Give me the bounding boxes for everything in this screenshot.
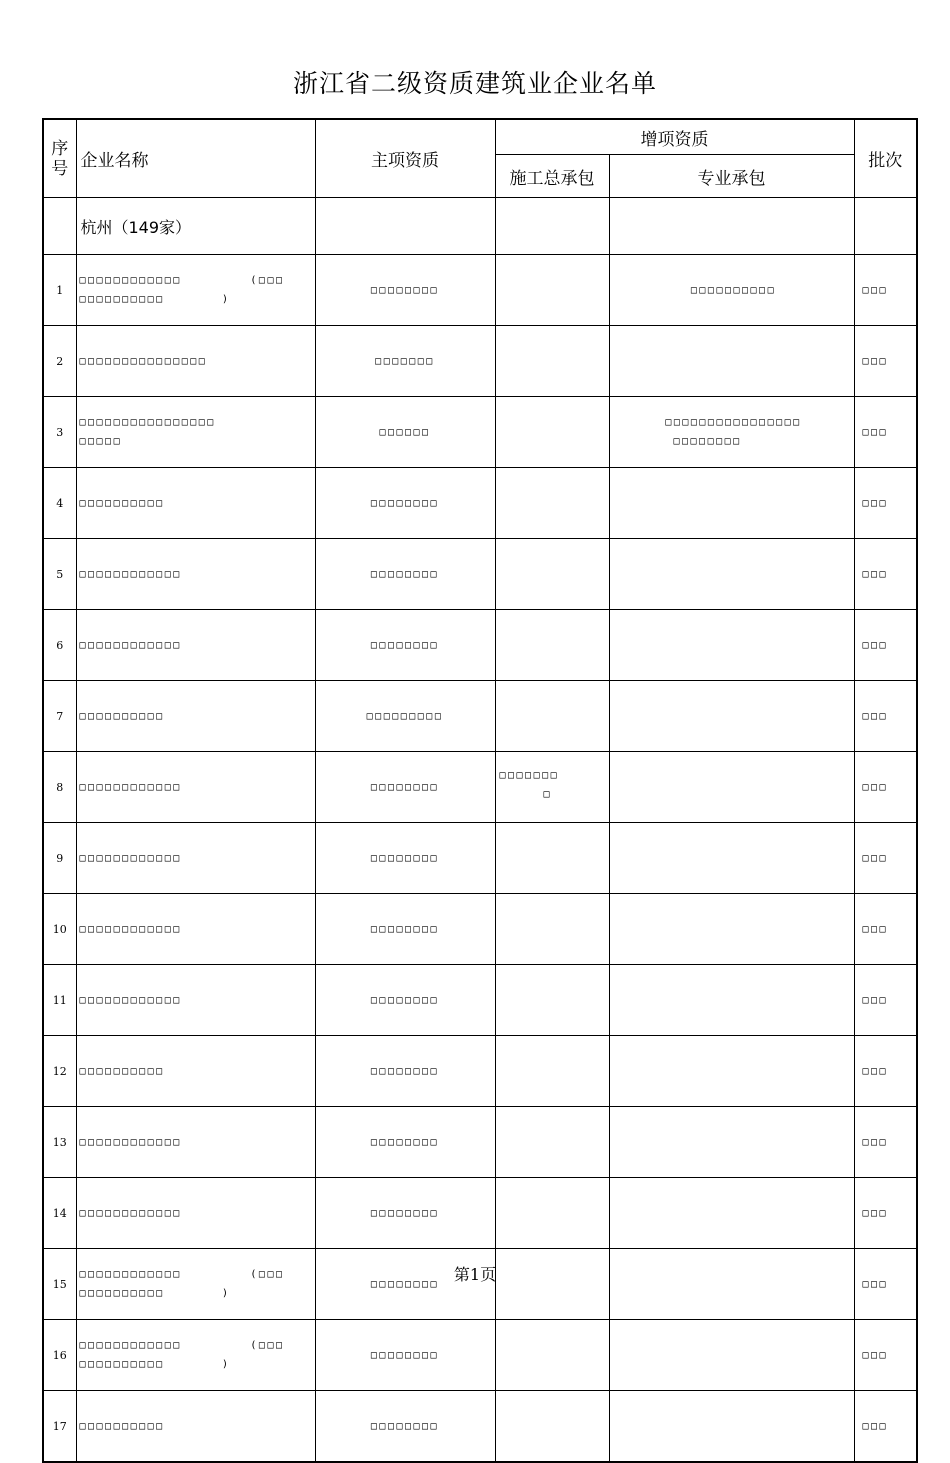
company-name-line1-suffix: (□□□ bbox=[250, 275, 285, 286]
company-name-line2: □□□□□□□□□□ bbox=[79, 1359, 165, 1370]
row-seq: 7 bbox=[43, 681, 76, 752]
company-name-line1: □□□□□□□□□□□□ bbox=[79, 568, 182, 580]
company-name-line1: □□□□□□□□□□□□ bbox=[79, 1340, 182, 1351]
company-name-line1: □□□□□□□□□□ bbox=[79, 1420, 165, 1432]
specialty-contract-cell bbox=[609, 397, 854, 468]
company-name-line1: □□□□□□□□□□□□ bbox=[79, 852, 182, 864]
batch-cell: □□□ bbox=[854, 1178, 917, 1249]
company-name-cell bbox=[76, 1391, 315, 1463]
company-name-line2-suffix: ) bbox=[221, 1359, 231, 1370]
specialty-contract-cell bbox=[609, 965, 854, 1036]
general-contract-cell bbox=[495, 397, 609, 468]
company-name-line1: □□□□□□□□□□□□ bbox=[79, 1269, 182, 1280]
header-add-qual: 增项资质 bbox=[495, 119, 854, 155]
company-name-line1: □□□□□□□□□□ bbox=[79, 497, 165, 509]
row-seq: 12 bbox=[43, 1036, 76, 1107]
main-qualification: □□□□□□□ bbox=[315, 326, 495, 397]
company-name-line1: □□□□□□□□□□□□ bbox=[79, 994, 182, 1006]
general-contract-cell bbox=[495, 752, 609, 823]
company-name-line2: □□□□□□□□□□ bbox=[79, 1288, 165, 1299]
row-seq: 14 bbox=[43, 1178, 76, 1249]
general-contract-cell bbox=[495, 326, 609, 397]
company-name-cell bbox=[76, 823, 315, 894]
region-name: 杭州（149家） bbox=[76, 198, 315, 255]
company-name-cell bbox=[76, 752, 315, 823]
company-name-line2: □□□□□□□□□□ bbox=[79, 294, 165, 305]
page-number: 第1页 bbox=[453, 1265, 497, 1284]
general-contract-cell bbox=[495, 610, 609, 681]
batch-cell: □□□ bbox=[854, 823, 917, 894]
company-name-line1-suffix: (□□□ bbox=[250, 1340, 285, 1351]
specialty-contract-cell bbox=[609, 1107, 854, 1178]
row-seq: 2 bbox=[43, 326, 76, 397]
batch-cell: □□□ bbox=[854, 1107, 917, 1178]
general-contract-cell bbox=[495, 1320, 609, 1391]
row-seq: 6 bbox=[43, 610, 76, 681]
company-name-line1: □□□□□□□□□□□□□□□ bbox=[79, 355, 208, 367]
table-row bbox=[43, 1178, 917, 1249]
company-name-cell bbox=[76, 1320, 315, 1391]
specialty-contract-cell bbox=[609, 326, 854, 397]
batch-cell: □□□ bbox=[854, 752, 917, 823]
company-name-line1-suffix: (□□□ bbox=[250, 1269, 285, 1280]
row-seq: 15 bbox=[43, 1249, 76, 1320]
table-row bbox=[43, 255, 917, 326]
region-row bbox=[43, 198, 917, 255]
company-name-line2: □□□□□ bbox=[79, 436, 123, 447]
table-row bbox=[43, 397, 917, 468]
company-name-line1: □□□□□□□□□□□□ bbox=[79, 1136, 182, 1148]
company-name-cell bbox=[76, 468, 315, 539]
general-contract-cell bbox=[495, 255, 609, 326]
main-qualification: □□□□□□□□□ bbox=[315, 681, 495, 752]
specialty-contract-cell bbox=[609, 468, 854, 539]
specialty-contract-cell bbox=[609, 823, 854, 894]
batch-cell: □□□ bbox=[854, 468, 917, 539]
main-qualification: □□□□□□□□ bbox=[315, 468, 495, 539]
batch-cell: □□□ bbox=[854, 1249, 917, 1320]
company-name-cell bbox=[76, 397, 315, 468]
specialty-contract-cell bbox=[609, 610, 854, 681]
row-seq: 3 bbox=[43, 397, 76, 468]
batch-cell: □□□ bbox=[854, 1320, 917, 1391]
main-qualification: □□□□□□□□ bbox=[315, 255, 495, 326]
general-contract-cell bbox=[495, 965, 609, 1036]
header-seq: 序号 bbox=[43, 119, 76, 198]
table-row bbox=[43, 326, 917, 397]
header-batch: 批次 bbox=[854, 119, 917, 198]
row-seq: 16 bbox=[43, 1320, 76, 1391]
main-qualification: □□□□□□□□ bbox=[315, 1249, 495, 1320]
region-empty-cell bbox=[315, 198, 495, 255]
table-row bbox=[43, 1320, 917, 1391]
table-row bbox=[43, 1391, 917, 1463]
row-seq: 13 bbox=[43, 1107, 76, 1178]
company-name-cell bbox=[76, 1178, 315, 1249]
table-row bbox=[43, 610, 917, 681]
batch-cell: □□□ bbox=[854, 397, 917, 468]
specialty-contract-line1: □□□□□□□□□□□□□□□□ bbox=[665, 417, 802, 428]
main-qualification: □□□□□□□□ bbox=[315, 965, 495, 1036]
batch-cell: □□□ bbox=[854, 326, 917, 397]
row-seq: 11 bbox=[43, 965, 76, 1036]
general-contract-cell bbox=[495, 1178, 609, 1249]
company-name-line1: □□□□□□□□□□□□ bbox=[79, 639, 182, 651]
specialty-contract-cell bbox=[609, 681, 854, 752]
general-contract-line2: □ bbox=[543, 789, 553, 800]
specialty-contract-line1: □□□□□□□□□□ bbox=[690, 284, 777, 296]
company-name-cell bbox=[76, 326, 315, 397]
general-contract-cell bbox=[495, 1107, 609, 1178]
main-qualification: □□□□□□□□ bbox=[315, 1107, 495, 1178]
specialty-contract-cell bbox=[609, 894, 854, 965]
region-empty-cell bbox=[854, 198, 917, 255]
batch-cell: □□□ bbox=[854, 255, 917, 326]
specialty-contract-cell bbox=[609, 1391, 854, 1463]
specialty-contract-cell bbox=[609, 752, 854, 823]
company-name-cell bbox=[76, 539, 315, 610]
company-name-cell bbox=[76, 255, 315, 326]
company-name-line1: □□□□□□□□□□□□ bbox=[79, 781, 182, 793]
batch-cell: □□□ bbox=[854, 965, 917, 1036]
header-general-contract: 施工总承包 bbox=[495, 155, 609, 198]
specialty-contract-cell bbox=[609, 539, 854, 610]
table-row bbox=[43, 681, 917, 752]
company-name-line1: □□□□□□□□□□□□ bbox=[79, 923, 182, 935]
general-contract-cell bbox=[495, 1391, 609, 1463]
batch-cell: □□□ bbox=[854, 1391, 917, 1463]
specialty-contract-cell bbox=[609, 1178, 854, 1249]
main-qualification: □□□□□□□□ bbox=[315, 1320, 495, 1391]
table-row bbox=[43, 1036, 917, 1107]
table-row bbox=[43, 752, 917, 823]
row-seq: 1 bbox=[43, 255, 76, 326]
row-seq: 4 bbox=[43, 468, 76, 539]
company-name-line1: □□□□□□□□□□ bbox=[79, 710, 165, 722]
company-name-cell bbox=[76, 1036, 315, 1107]
batch-cell: □□□ bbox=[854, 681, 917, 752]
table-row bbox=[43, 894, 917, 965]
main-qualification: □□□□□□□□ bbox=[315, 1178, 495, 1249]
batch-cell: □□□ bbox=[854, 539, 917, 610]
specialty-contract-line2: □□□□□□□□ bbox=[673, 436, 742, 447]
region-seq-cell bbox=[43, 198, 76, 255]
company-name-line1: □□□□□□□□□□□□□□□□ bbox=[79, 417, 216, 428]
main-qualification: □□□□□□□□ bbox=[315, 610, 495, 681]
batch-cell: □□□ bbox=[854, 1036, 917, 1107]
general-contract-cell bbox=[495, 894, 609, 965]
region-empty-cell bbox=[495, 198, 609, 255]
specialty-contract-cell bbox=[609, 1320, 854, 1391]
specialty-contract-cell bbox=[609, 1036, 854, 1107]
general-contract-cell bbox=[495, 468, 609, 539]
region-empty-cell bbox=[609, 198, 854, 255]
header-specialty-contract: 专业承包 bbox=[609, 155, 854, 198]
company-name-cell bbox=[76, 681, 315, 752]
company-name-cell bbox=[76, 894, 315, 965]
company-name-line1: □□□□□□□□□□ bbox=[79, 1065, 165, 1077]
main-qualification: □□□□□□□□ bbox=[315, 1036, 495, 1107]
company-name-cell bbox=[76, 1107, 315, 1178]
header-main-qual: 主项资质 bbox=[315, 119, 495, 198]
general-contract-line1: □□□□□□□ bbox=[499, 770, 560, 781]
company-name-cell bbox=[76, 610, 315, 681]
main-qualification: □□□□□□□□ bbox=[315, 752, 495, 823]
page-title: 浙江省二级资质建筑业企业名单 bbox=[292, 69, 657, 98]
general-contract-cell bbox=[495, 823, 609, 894]
row-seq: 10 bbox=[43, 894, 76, 965]
table-row bbox=[43, 1107, 917, 1178]
company-name-line1: □□□□□□□□□□□□ bbox=[79, 275, 182, 286]
header-row-1 bbox=[43, 119, 917, 155]
main-qualification: □□□□□□□□ bbox=[315, 1391, 495, 1463]
table-row bbox=[43, 539, 917, 610]
company-name-line2-suffix: ) bbox=[221, 1288, 231, 1299]
row-seq: 8 bbox=[43, 752, 76, 823]
general-contract-cell bbox=[495, 681, 609, 752]
general-contract-cell bbox=[495, 539, 609, 610]
batch-cell: □□□ bbox=[854, 894, 917, 965]
table-row bbox=[43, 823, 917, 894]
main-qualification: □□□□□□□□ bbox=[315, 894, 495, 965]
main-qualification: □□□□□□□□ bbox=[315, 823, 495, 894]
table-row bbox=[43, 965, 917, 1036]
main-qualification: □□□□□□ bbox=[315, 397, 495, 468]
row-seq: 9 bbox=[43, 823, 76, 894]
row-seq: 5 bbox=[43, 539, 76, 610]
header-company: 企业名称 bbox=[76, 119, 315, 198]
specialty-contract-cell bbox=[609, 255, 854, 326]
batch-cell: □□□ bbox=[854, 610, 917, 681]
company-name-line1: □□□□□□□□□□□□ bbox=[79, 1207, 182, 1219]
general-contract-cell bbox=[495, 1036, 609, 1107]
row-seq: 17 bbox=[43, 1391, 76, 1463]
table-row bbox=[43, 468, 917, 539]
company-name-line2-suffix: ) bbox=[221, 294, 231, 305]
company-name-cell bbox=[76, 965, 315, 1036]
main-qualification: □□□□□□□□ bbox=[315, 539, 495, 610]
